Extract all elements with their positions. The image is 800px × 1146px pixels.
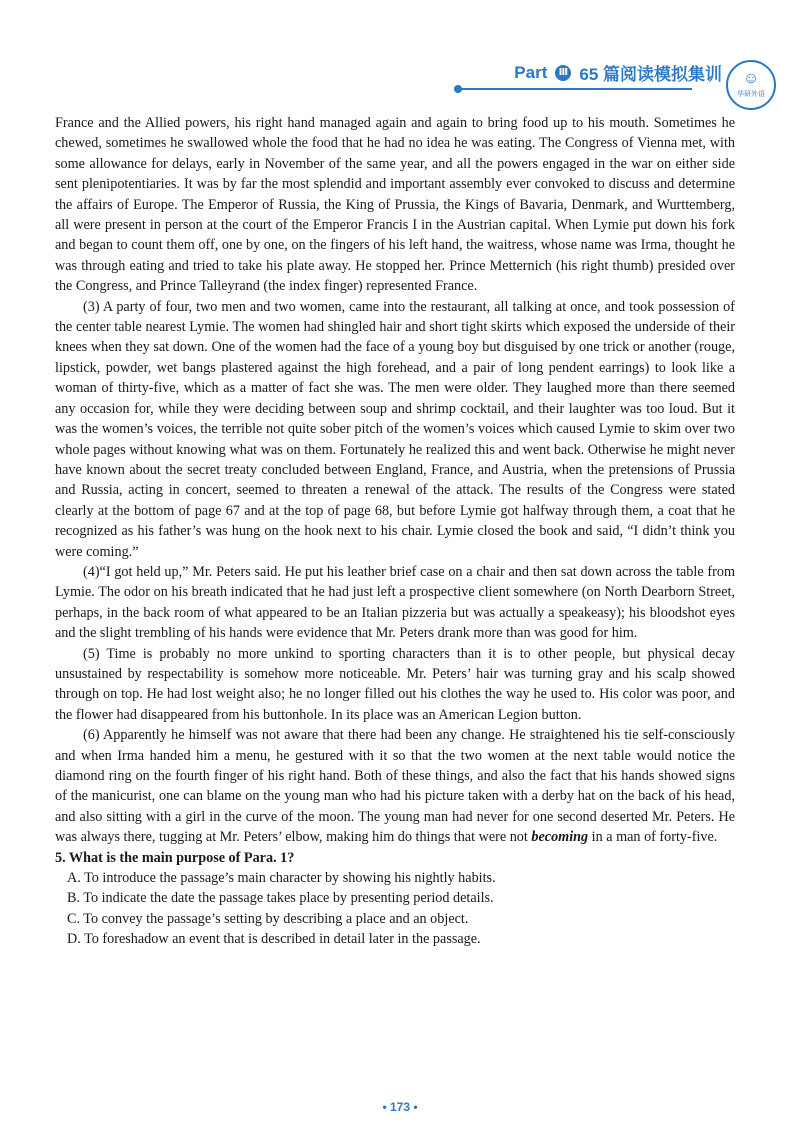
page-number: • 173 • bbox=[382, 1100, 418, 1114]
option-a[interactable]: A. To introduce the passage’s main character by showing his nightly habits. bbox=[67, 870, 496, 887]
emphasized-word: becoming bbox=[531, 829, 589, 846]
passage-body bbox=[55, 113, 735, 950]
paragraph-5: (5) Time is probably no more unkind to sporting characters than it is to other people, but physical decay unsustained by respectability is somehow more noticeable. Mr. Peters’ hair was turning gray and his scalp showed through on top. He had lost weight also; he no longer filled out his clothes the way he used to. His color was poor, and the flower had disappeared from his buttonhole. In its place was an American Legion button. bbox=[55, 645, 735, 723]
logo-icon: ☺ bbox=[742, 70, 760, 87]
part-label: Part bbox=[514, 62, 548, 82]
part-numeral-badge: Ⅲ bbox=[555, 65, 571, 81]
section-title: 65 篇阅读模拟集训 bbox=[579, 65, 722, 84]
paragraph-6-text: (6) Apparently he himself was not aware that there had been any change. He straightened his tie self-consciously and when Irma handed him a menu, he gestured with it so that the two women at the next table would notice the diamond ring on the fourth finger of his right hand. Both of these things, and also the fact that his hands showed signs of the manicurist, one can blame on the young man who had his picture taken with a derby hat on the back of his head, and also sitting with a girl in the curve of the moon. The young man had never for one second deserted Mr. Peters. He was always there, tugging at Mr. Peters’ elbow, making him do things that were not bbox=[55, 727, 735, 846]
paragraph-6-end: in a man of forty-five. bbox=[588, 829, 718, 846]
publisher-logo bbox=[726, 60, 776, 110]
question-stem: 5. What is the main purpose of Para. 1? bbox=[55, 849, 295, 866]
option-d[interactable]: D. To foreshadow an event that is described in detail later in the passage. bbox=[67, 931, 481, 948]
option-c[interactable]: C. To convey the passage’s setting by describing a place and an object. bbox=[67, 910, 469, 927]
paragraph-3: (3) A party of four, two men and two women, came into the restaurant, all talking at once, and took possession of the center table nearest Lymie. The women had shingled hair and short tight skirts which exposed the underside of their knees when they sat down. One of the women had the face of a young boy but disguised by one trick or another (rouge, lipstick, powder, wet bangs plastered against the high forehead, and a pair of long pendent earrings) to look like a woman of thirty-five, which as a matter of fact she was. The men were older. They laughed more than there seemed any occasion for, while they were deciding between soup and shrimp cocktail, and their laughter was too loud. But it was the women’s voices, the terrible not quite sober pitch of the women’s voices which caused Lymie to skim over two whole pages without knowing what was on them. Fortunately he realized this and went back. Otherwise he might never have known about the secret treaty concluded between England, France, and Austria, when the pretensions of Prussia and Russia, acting in concert, seemed to threaten a renewal of the attack. The results of the Congress were stated clearly at the bottom of page 67 and at the top of page 68, but before Lymie got halfway through them, a coat that he recognized as his father’s was hung on the hook next to his chair. Lymie closed the book and said, “I didn’t think you were coming.” bbox=[55, 298, 735, 560]
paragraph-6 bbox=[55, 725, 735, 847]
paragraph-4: (4)“I got held up,” Mr. Peters said. He put his leather brief case on a chair and then sat down across the table from Lymie. The odor on his breath indicated that he had just left a prospective client somewhere (on North Dearborn Street, perhaps, in the back room of what appeared to be an Italian pizzeria but was actually a speakeasy); his bloodshot eyes and the slight trembling of his hands were evidence that Mr. Peters drank more than was good for him. bbox=[55, 563, 735, 642]
option-b[interactable]: B. To indicate the date the passage takes place by presenting period details. bbox=[67, 890, 494, 907]
header-underline bbox=[460, 88, 692, 90]
logo-text: 华研外语 bbox=[737, 90, 765, 98]
paragraph-continued: France and the Allied powers, his right hand managed again and again to bring food up to his mouth. Sometimes he chewed, sometimes he swallowed whole the food that he had no idea he was eating. The Congress of Vienna met, with some allowance for delays, early in November of the same year, and all the powers engaged in the war on either side sent plenipotentiaries. It was by far the most splendid and important assembly ever convoked to discuss and determine the affairs of Europe. The Emperor of Russia, the King of Prussia, the Kings of Bavaria, Denmark, and Wurttemberg, all were present in person at the court of the Emperor Francis I in the Austrian capital. When Lymie put down his fork and began to count them off, one by one, on the fingers of his left hand, the waitress, whose name was Irma, thought he was through eating and tried to take his plate away. He stopped her. Prince Metternich (his right thumb) presided over the Congress, and Prince Talleyrand (the index finger) represented France. bbox=[55, 115, 735, 295]
header-title bbox=[514, 60, 722, 85]
